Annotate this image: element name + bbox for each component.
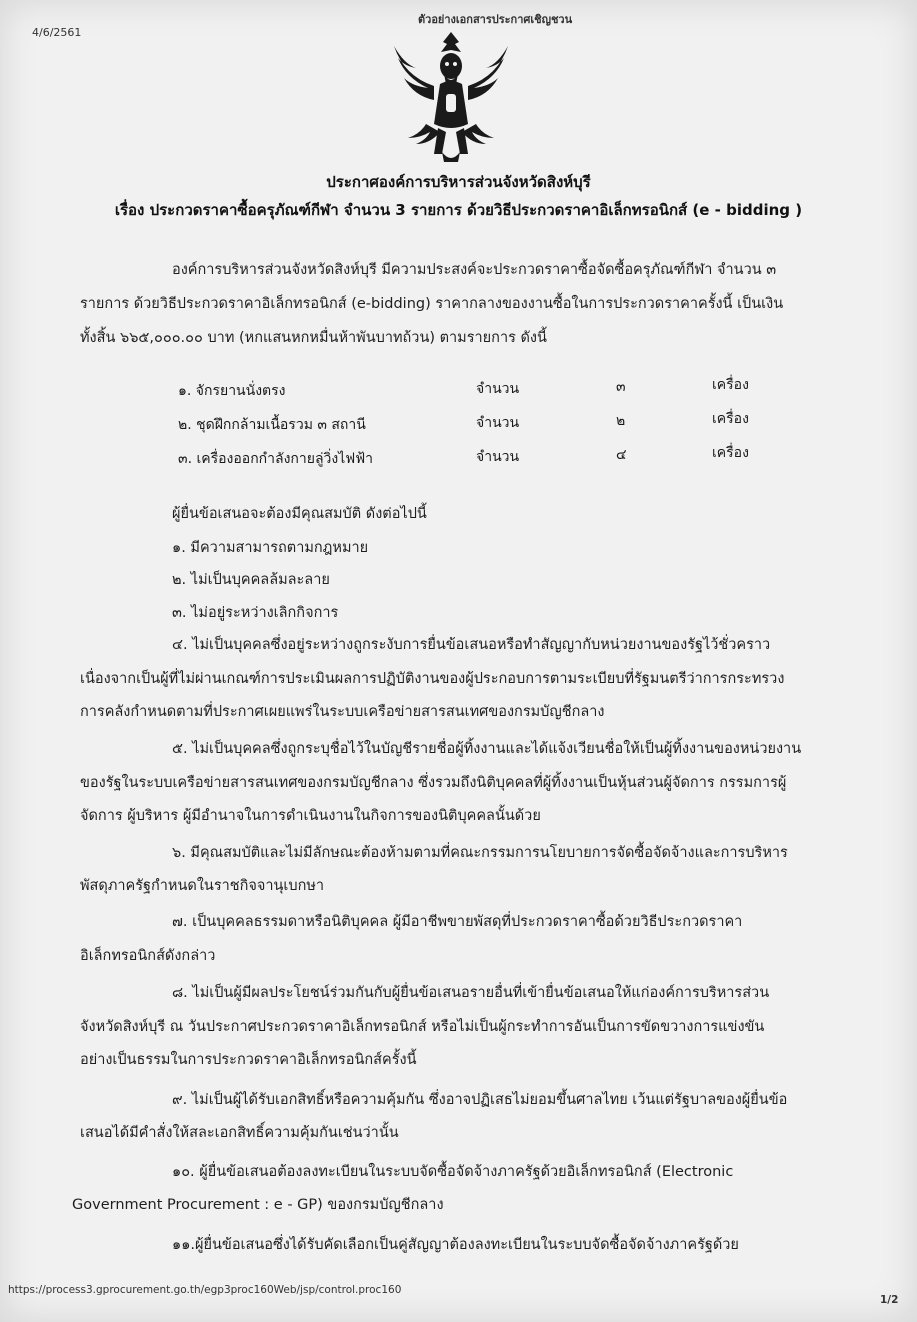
- footer-url: https://process3.gprocurement.go.th/egp3proc160Web/jsp/control.proc160: [8, 1284, 402, 1296]
- item-qty-label: จำนวน: [476, 415, 520, 431]
- item-qty-label: จำนวน: [476, 381, 520, 397]
- qualification-item: ๑. มีความสามารถตามกฎหมาย: [172, 540, 369, 556]
- qualification-line: อย่างเป็นธรรมในการประกวดราคาอิเล็กทรอนิกส์ครั้งนี้: [80, 1052, 417, 1068]
- item-name: ๓. เครื่องออกกำลังกายลู่วิ่งไฟฟ้า: [178, 451, 373, 467]
- qualification-line: พัสดุภาครัฐกำหนดในราชกิจจานุเบกษา: [80, 878, 325, 894]
- announcement-subject: เรื่อง ประกวดราคาซื้อครุภัณฑ์กีฬา จำนวน 3 รายการ ด้วยวิธีประกวดราคาอิเล็กทรอนิกส์ (e - bidding ): [114, 201, 803, 219]
- item-unit: เครื่อง: [712, 445, 749, 461]
- qualifications-heading: ผู้ยื่นข้อเสนอจะต้องมีคุณสมบัติ ดังต่อไปนี้: [172, 506, 427, 522]
- qualification-line: การคลังกำหนดตามที่ประกาศเผยแพร่ในระบบเครือข่ายสารสนเทศของกรมบัญชีกลาง: [80, 704, 605, 720]
- qualification-line: เสนอได้มีคำสั่งให้สละเอกสิทธิ์ความคุ้มกันเช่นว่านั้น: [80, 1125, 399, 1141]
- garuda-emblem-icon: [386, 28, 516, 166]
- print-date: 4/6/2561: [32, 26, 82, 39]
- qualification-item: ๓. ไม่อยู่ระหว่างเลิกกิจการ: [172, 605, 339, 621]
- intro-line: องค์การบริหารส่วนจังหวัดสิงห์บุรี มีความประสงค์จะประกวดราคาซื้อจัดซื้อครุภัณฑ์กีฬา จำนวน ๓: [172, 262, 777, 278]
- qualification-item: ๘. ไม่เป็นผู้มีผลประโยชน์ร่วมกันกับผู้ยื่นข้อเสนอรายอื่นที่เข้ายื่นข้อเสนอให้แก่องค์การบริหารส่วน: [172, 985, 770, 1001]
- qualification-item: ๖. มีคุณสมบัติและไม่มีลักษณะต้องห้ามตามที่คณะกรรมการนโยบายการจัดซื้อจัดจ้างและการบริหาร: [172, 845, 788, 861]
- qualification-line: จังหวัดสิงห์บุรี ณ วันประกาศประกวดราคาอิเล็กทรอนิกส์ หรือไม่เป็นผู้กระทำการอันเป็นการขัดขวางการแข่งขัน: [80, 1019, 765, 1035]
- intro-line: ทั้งสิ้น ๖๖๕,๐๐๐.๐๐ บาท (หกแสนหกหมื่นห้าพันบาทถ้วน) ตามรายการ ดังนี้: [80, 330, 547, 346]
- qualification-item: ๔. ไม่เป็นบุคคลซึ่งอยู่ระหว่างถูกระงับการยื่นข้อเสนอหรือทำสัญญากับหน่วยงานของรัฐไว้ชั่วคราว: [172, 637, 771, 653]
- qualification-line: ของรัฐในระบบเครือข่ายสารสนเทศของกรมบัญชีกลาง ซึ่งรวมถึงนิติบุคคลที่ผู้ทิ้งงานเป็นหุ้นส่วนผู้จัดการ กรรมการผู้: [80, 775, 787, 791]
- qualification-line: เนื่องจากเป็นผู้ที่ไม่ผ่านเกณฑ์การประเมินผลการปฏิบัติงานของผู้ประกอบการตามระเบียบที่รัฐมนตรีว่าการกระทรวง: [80, 671, 785, 687]
- item-qty-label: จำนวน: [476, 449, 520, 465]
- intro-line: รายการ ด้วยวิธีประกวดราคาอิเล็กทรอนิกส์ (e-bidding) ราคากลางของงานซื้อในการประกวดราคาครั้งนี้ เป็นเงิน: [80, 296, 784, 312]
- qualification-item: ๒. ไม่เป็นบุคคลล้มละลาย: [172, 572, 330, 588]
- qualification-item: ๕. ไม่เป็นบุคคลซึ่งถูกระบุชื่อไว้ในบัญชีรายชื่อผู้ทิ้งงานและได้แจ้งเวียนชื่อให้เป็นผู้ทิ้งงานของหน่วยงาน: [172, 741, 802, 757]
- sample-label: ตัวอย่างเอกสารประกาศเชิญชวน: [418, 13, 573, 26]
- announcement-title: ประกาศองค์การบริหารส่วนจังหวัดสิงห์บุรี: [326, 173, 591, 191]
- item-unit: เครื่อง: [712, 377, 749, 393]
- item-qty: ๔: [616, 447, 627, 463]
- item-qty: ๒: [616, 413, 626, 429]
- qualification-item: ๑๐. ผู้ยื่นข้อเสนอต้องลงทะเบียนในระบบจัดซื้อจัดจ้างภาครัฐด้วยอิเล็กทรอนิกส์ (Electronic: [172, 1164, 734, 1180]
- item-unit: เครื่อง: [712, 411, 749, 427]
- qualification-line: Government Procurement : e - GP) ของกรมบัญชีกลาง: [72, 1197, 444, 1213]
- item-name: ๒. ชุดฝึกกล้ามเนื้อรวม ๓ สถานี: [178, 417, 366, 433]
- qualification-item: ๗. เป็นบุคคลธรรมดาหรือนิติบุคคล ผู้มีอาชีพขายพัสดุที่ประกวดราคาซื้อด้วยวิธีประกวดราคา: [172, 914, 743, 930]
- qualification-line: อิเล็กทรอนิกส์ดังกล่าว: [80, 948, 216, 964]
- page-number: 1/2: [880, 1294, 899, 1306]
- qualification-item: ๙. ไม่เป็นผู้ได้รับเอกสิทธิ์หรือความคุ้มกัน ซึ่งอาจปฏิเสธไม่ยอมขึ้นศาลไทย เว้นแต่รัฐบาลของผู้ยื่นข้อ: [172, 1092, 788, 1108]
- qualification-line: จัดการ ผู้บริหาร ผู้มีอำนาจในการดำเนินงานในกิจการของนิติบุคคลนั้นด้วย: [80, 808, 541, 824]
- qualification-item: ๑๑.ผู้ยื่นข้อเสนอซึ่งได้รับคัดเลือกเป็นคู่สัญญาต้องลงทะเบียนในระบบจัดซื้อจัดจ้างภาครัฐด้วย: [172, 1237, 739, 1253]
- item-name: ๑. จักรยานนั่งตรง: [178, 383, 286, 399]
- item-qty: ๓: [616, 379, 626, 395]
